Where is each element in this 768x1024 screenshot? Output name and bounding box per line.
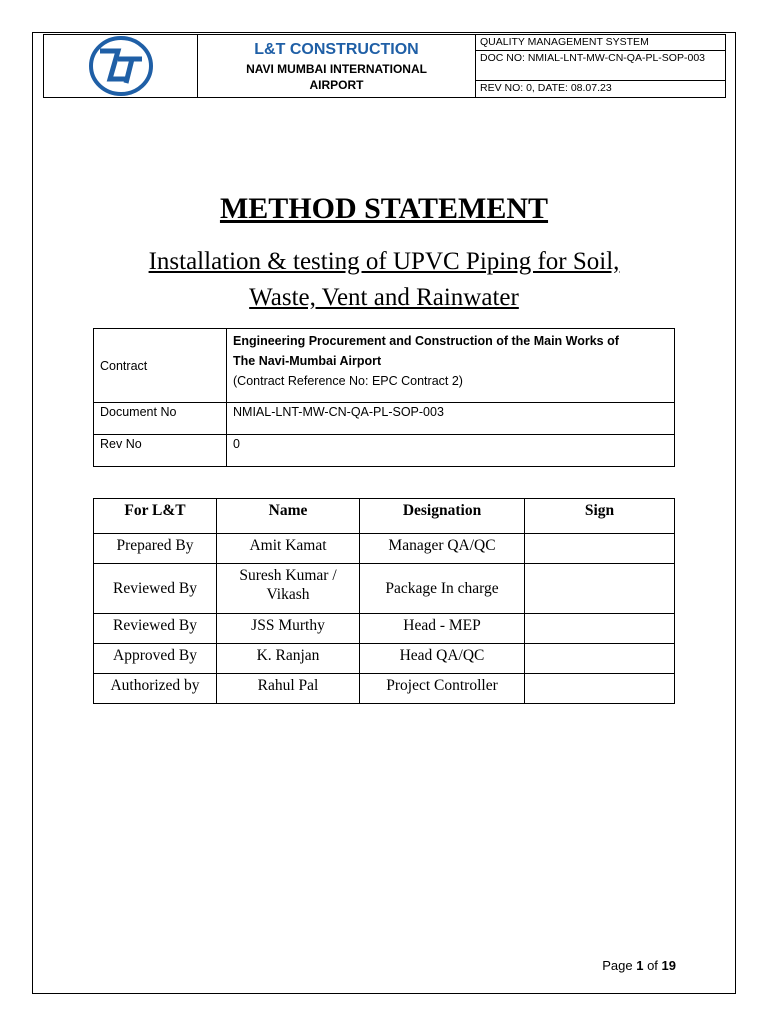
document-header — [43, 34, 726, 98]
contract-row — [94, 329, 675, 403]
row-sign — [525, 614, 675, 644]
row-role: Authorized by — [94, 674, 217, 704]
row-role: Approved By — [94, 644, 217, 674]
rev-value: 0 — [227, 435, 675, 467]
table-row — [94, 644, 675, 674]
page-current: 1 — [636, 958, 644, 973]
table-row — [94, 614, 675, 644]
document-title: METHOD STATEMENT — [219, 192, 549, 225]
company-block — [198, 35, 476, 97]
row-name: Suresh Kumar / Vikash — [217, 564, 360, 614]
page-word: Page — [602, 958, 633, 973]
revision-info: REV NO: 0, DATE: 08.07.23 — [480, 82, 612, 94]
row-role: Reviewed By — [94, 564, 217, 614]
row-sign — [525, 674, 675, 704]
subtitle-line1: Installation & testing of UPVC Piping for Soil, — [148, 248, 620, 275]
row-role: Prepared By — [94, 534, 217, 564]
col-header-designation: Designation — [360, 499, 525, 534]
rev-label: Rev No — [94, 435, 227, 467]
table-row — [94, 534, 675, 564]
docno-row — [94, 403, 675, 435]
company-name: L&T CONSTRUCTION — [254, 40, 419, 58]
row-designation: Project Controller — [360, 674, 525, 704]
contract-value-line1: Engineering Procurement and Construction of the Main Works of — [233, 334, 619, 348]
col-header-name: Name — [217, 499, 360, 534]
page-number — [560, 958, 676, 973]
contract-table — [93, 328, 675, 467]
row-designation: Head - MEP — [360, 614, 525, 644]
row-name: JSS Murthy — [217, 614, 360, 644]
table-row — [94, 674, 675, 704]
row-sign — [525, 644, 675, 674]
row-designation: Head QA/QC — [360, 644, 525, 674]
col-header-sign: Sign — [525, 499, 675, 534]
lt-logo-icon — [88, 35, 154, 97]
table-row — [94, 564, 675, 614]
subtitle-line2: Waste, Vent and Rainwater — [249, 284, 519, 311]
of-word: of — [647, 958, 658, 973]
company-logo — [44, 35, 198, 97]
document-subtitle — [0, 244, 768, 316]
docno-value: NMIAL-LNT-MW-CN-QA-PL-SOP-003 — [227, 403, 675, 435]
contract-value — [227, 329, 675, 403]
row-name: Amit Kamat — [217, 534, 360, 564]
qms-label: QUALITY MANAGEMENT SYSTEM — [476, 35, 725, 51]
row-sign — [525, 534, 675, 564]
signoff-table — [93, 498, 675, 704]
contract-label: Contract — [94, 329, 227, 403]
col-header-for-lt: For L&T — [94, 499, 217, 534]
doc-number: DOC NO: NMIAL-LNT-MW-CN-QA-PL-SOP-003 — [476, 51, 725, 81]
docno-label: Document No — [94, 403, 227, 435]
doc-info-block — [476, 35, 725, 97]
row-name: K. Ranjan — [217, 644, 360, 674]
project-name-line2: AIRPORT — [309, 77, 364, 92]
signoff-header-row — [94, 499, 675, 534]
row-role: Reviewed By — [94, 614, 217, 644]
page-total: 19 — [661, 958, 676, 973]
row-designation: Package In charge — [360, 564, 525, 614]
project-name-line1: NAVI MUMBAI INTERNATIONAL — [246, 61, 427, 76]
contract-value-line3: (Contract Reference No: EPC Contract 2) — [233, 374, 463, 388]
row-name: Rahul Pal — [217, 674, 360, 704]
row-sign — [525, 564, 675, 614]
contract-value-line2: The Navi-Mumbai Airport — [233, 354, 382, 368]
row-designation: Manager QA/QC — [360, 534, 525, 564]
rev-row — [94, 435, 675, 467]
